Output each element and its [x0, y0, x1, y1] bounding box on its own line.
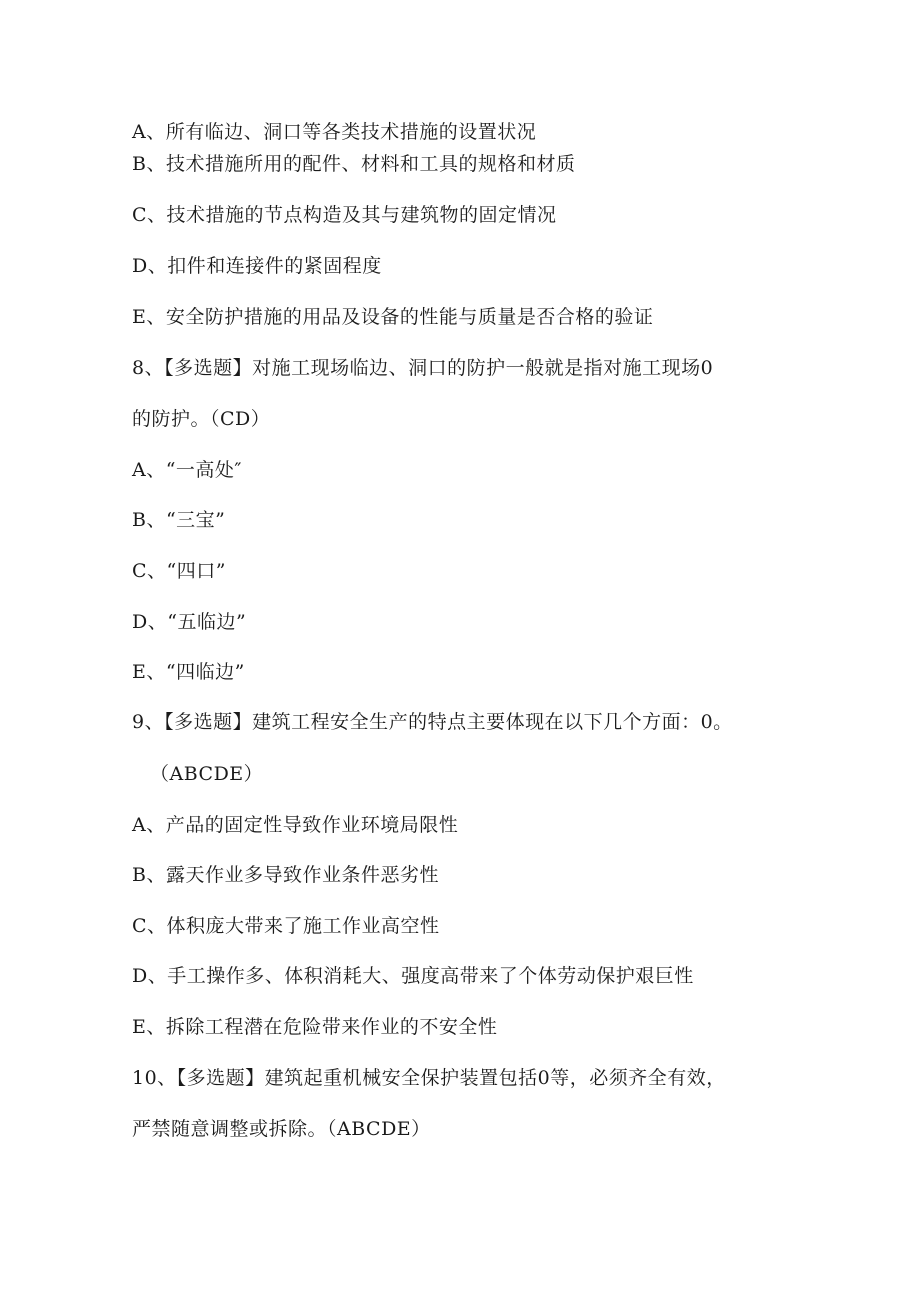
q8-question-line2: 的防护。（CD） [132, 408, 271, 430]
q8-question-line1: 8、【多选题】对施工现场临边、洞口的防护一般就是指对施工现场0 [132, 357, 714, 379]
q8-option-d: D、“五临边” [132, 611, 247, 633]
q7-option-e: E、安全防护措施的用品及设备的性能与质量是否合格的验证 [132, 306, 654, 328]
q7-option-b: B、技术措施所用的配件、材料和工具的规格和材质 [132, 153, 576, 175]
q9-question-line1: 9、【多选题】建筑工程安全生产的特点主要体现在以下几个方面：0。 [132, 711, 733, 733]
q9-option-a: A、产品的固定性导致作业环境局限性 [132, 814, 459, 836]
q10-question-line2: 严禁随意调整或拆除。（ABCDE） [132, 1118, 431, 1140]
q9-option-d: D、手工操作多、体积消耗大、强度高带来了个体劳动保护艰巨性 [132, 965, 694, 987]
q8-option-c: C、“四口” [132, 560, 226, 582]
q9-option-c: C、体积庞大带来了施工作业高空性 [132, 915, 440, 937]
q9-answer: （ABCDE） [150, 763, 264, 785]
q8-option-b: B、“三宝” [132, 509, 226, 531]
q9-option-b: B、露天作业多导致作业条件恶劣性 [132, 864, 439, 886]
q10-question-line1: 10、【多选题】建筑起重机械安全保护装置包括0等，必须齐全有效， [132, 1067, 726, 1089]
q7-option-d: D、扣件和连接件的紧固程度 [132, 255, 382, 277]
q9-option-e: E、拆除工程潜在危险带来作业的不安全性 [132, 1016, 498, 1038]
q7-option-a: A、所有临边、洞口等各类技术措施的设置状况 [132, 121, 537, 143]
q7-option-c: C、技术措施的节点构造及其与建筑物的固定情况 [132, 204, 557, 226]
q8-option-a: A、“一高处″ [132, 459, 243, 481]
q8-option-e: E、“四临边” [132, 661, 245, 683]
